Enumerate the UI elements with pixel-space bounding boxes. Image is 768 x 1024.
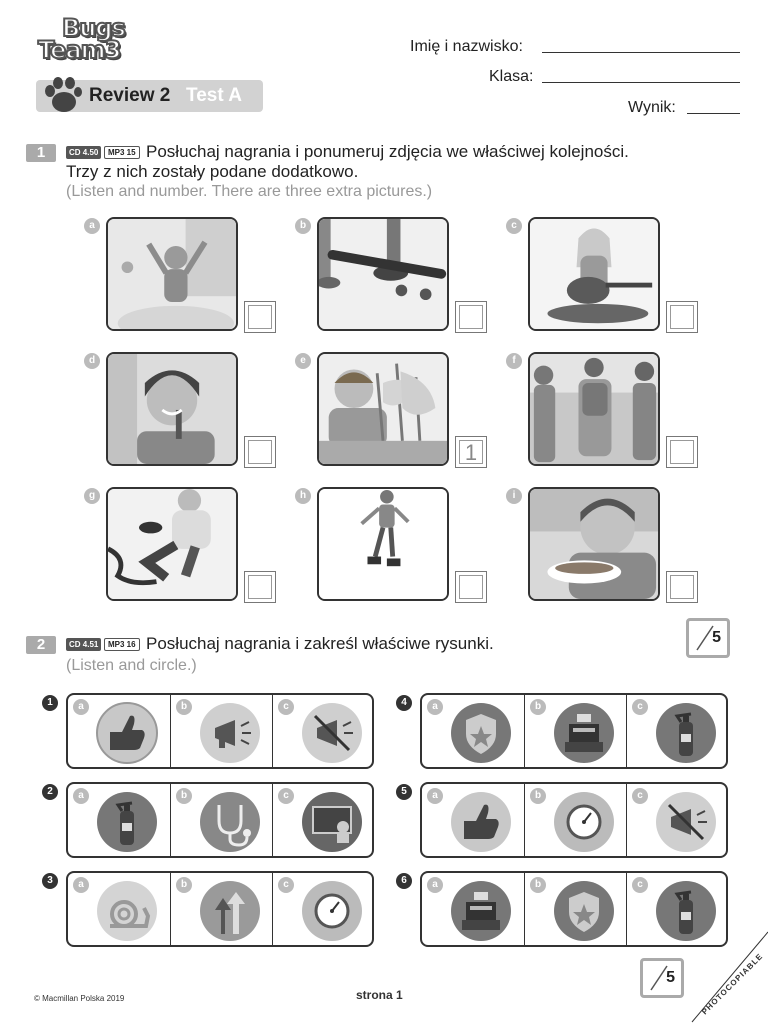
photo-girl-guitar: [528, 217, 660, 331]
circle-row: [420, 782, 728, 858]
teacher-board-icon: [301, 791, 363, 853]
option-letter: c: [632, 788, 648, 804]
answer-box[interactable]: [666, 301, 698, 333]
exercise-2-score-box: [640, 958, 684, 998]
option-fire-extinguisher[interactable]: [626, 695, 729, 767]
thumbs-up-icon: [96, 702, 158, 764]
photo-girl-waking-up: [106, 217, 238, 331]
speedometer-icon: [553, 791, 615, 853]
speedometer-icon: [301, 880, 363, 942]
stethoscope-icon: [199, 791, 261, 853]
answer-box[interactable]: [666, 571, 698, 603]
answer-value: 1: [459, 440, 483, 464]
photo-boy-eating-image: [530, 489, 658, 599]
megaphone-icon: [199, 702, 261, 764]
photo-boy-model-ship-image: [319, 354, 447, 464]
exercise-1-score-max: 5: [712, 629, 721, 646]
answer-value: [248, 440, 272, 464]
answer-value: [459, 575, 483, 599]
option-megaphone[interactable]: [170, 695, 273, 767]
answer-value: [670, 575, 694, 599]
exercise-2-number: 2: [26, 636, 56, 654]
photo-boy-model-ship: [317, 352, 449, 466]
row-number: 5: [396, 784, 412, 800]
option-teacher-board[interactable]: [272, 784, 375, 856]
exercise-2-score-max: 5: [666, 969, 675, 986]
fire-extinguisher-icon: [655, 702, 717, 764]
option-letter: c: [278, 788, 294, 804]
photo-children-school-image: [530, 354, 658, 464]
photo-boy-eating: [528, 487, 660, 601]
answer-box[interactable]: [244, 571, 276, 603]
answer-box[interactable]: [455, 301, 487, 333]
option-letter: a: [73, 699, 89, 715]
option-letter: b: [176, 788, 192, 804]
answer-value: [670, 305, 694, 329]
name-label: Imię i nazwisko:: [410, 38, 523, 55]
row-number: 4: [396, 695, 412, 711]
row-number: 3: [42, 873, 58, 889]
picture-letter: a: [84, 218, 100, 234]
police-badge-icon: [450, 702, 512, 764]
answer-value: [248, 575, 272, 599]
photo-boy-rollerskates: [317, 487, 449, 601]
copyright: © Macmillan Polska 2019: [34, 994, 125, 1003]
no-megaphone-icon: [655, 791, 717, 853]
option-letter: b: [530, 877, 546, 893]
circle-row: [66, 693, 374, 769]
exercise-1-instruction-pl-1: Posłuchaj nagrania i ponumeruj zdjęcia we właściwej kolejności.: [146, 142, 629, 161]
answer-value: [248, 305, 272, 329]
exercise-2-instruction-en: (Listen and circle.): [66, 657, 197, 674]
cash-register-icon: [553, 702, 615, 764]
answer-box[interactable]: [455, 436, 487, 468]
review-title: Review 2: [89, 85, 171, 106]
circle-row: [420, 871, 728, 947]
score-line[interactable]: [687, 113, 740, 114]
option-letter: a: [427, 788, 443, 804]
photo-girl-guitar-image: [530, 219, 658, 329]
picture-letter: d: [84, 353, 100, 369]
thumbs-up-icon: [450, 791, 512, 853]
option-snail[interactable]: [68, 873, 170, 945]
exercise-1-instruction-pl-2: Trzy z nich zostały podane dodatkowo.: [66, 162, 359, 181]
photo-girl-waking-up-image: [108, 219, 236, 329]
exercise-1-score-box: [686, 618, 730, 658]
option-speedometer[interactable]: [524, 784, 627, 856]
picture-letter: b: [295, 218, 311, 234]
answer-box[interactable]: [666, 436, 698, 468]
mp3-badge-2: MP3 16: [104, 638, 140, 651]
option-letter: b: [176, 699, 192, 715]
option-fire-extinguisher[interactable]: [68, 784, 170, 856]
option-no-megaphone[interactable]: [626, 784, 729, 856]
answer-value: [459, 305, 483, 329]
answer-box[interactable]: [455, 571, 487, 603]
option-letter: b: [530, 788, 546, 804]
option-letter: b: [176, 877, 192, 893]
option-letter: a: [427, 699, 443, 715]
option-letter: b: [530, 699, 546, 715]
photocopiable-label: PHOTOCOPIABLE: [700, 951, 765, 1017]
photo-girl-brushing-teeth-image: [108, 354, 236, 464]
option-letter: c: [278, 877, 294, 893]
option-stethoscope[interactable]: [170, 784, 273, 856]
exercise-1-number: 1: [26, 144, 56, 162]
class-line[interactable]: [542, 82, 740, 83]
arrows-up-icon: [199, 880, 261, 942]
picture-letter: f: [506, 353, 522, 369]
photo-children-school: [528, 352, 660, 466]
circle-row: [420, 693, 728, 769]
bugs-team-logo: [38, 14, 148, 68]
exercise-1-instruction-en: (Listen and number. There are three extra pictures.): [66, 183, 433, 200]
circle-row: [66, 871, 374, 947]
exercise-2-instruction-pl: Posłuchaj nagrania i zakreśl właściwe rysunki.: [146, 634, 494, 653]
name-line[interactable]: [542, 52, 740, 53]
photo-boy-shoes-image: [108, 489, 236, 599]
logo-line2: Team3: [38, 36, 121, 64]
circle-row: [66, 782, 374, 858]
option-letter: c: [632, 877, 648, 893]
answer-box[interactable]: [244, 436, 276, 468]
option-letter: c: [278, 699, 294, 715]
paw-icon: [40, 76, 84, 114]
photo-girl-brushing-teeth: [106, 352, 238, 466]
option-cash-register[interactable]: [422, 873, 524, 945]
option-letter: a: [427, 877, 443, 893]
option-cash-register[interactable]: [524, 695, 627, 767]
answer-value: [670, 440, 694, 464]
picture-letter: c: [506, 218, 522, 234]
option-thumbs-up[interactable]: [422, 784, 524, 856]
row-number: 1: [42, 695, 58, 711]
picture-letter: h: [295, 488, 311, 504]
no-megaphone-icon: [301, 702, 363, 764]
row-number: 2: [42, 784, 58, 800]
option-letter: c: [632, 699, 648, 715]
option-arrows-up[interactable]: [170, 873, 273, 945]
picture-letter: g: [84, 488, 100, 504]
photo-skateboard-image: [319, 219, 447, 329]
option-letter: a: [73, 877, 89, 893]
option-police-badge[interactable]: [524, 873, 627, 945]
option-no-megaphone[interactable]: [272, 695, 375, 767]
page-number: strona 1: [356, 988, 403, 1002]
snail-icon: [96, 880, 158, 942]
mp3-badge: MP3 15: [104, 146, 140, 159]
row-number: 6: [396, 873, 412, 889]
picture-letter: i: [506, 488, 522, 504]
option-letter: a: [73, 788, 89, 804]
option-speedometer[interactable]: [272, 873, 375, 945]
option-police-badge[interactable]: [422, 695, 524, 767]
option-thumbs-up[interactable]: [68, 695, 170, 767]
review-banner: [36, 80, 263, 112]
photo-boy-shoes: [106, 487, 238, 601]
logo-line1: Bugs: [62, 14, 125, 42]
answer-box[interactable]: [244, 301, 276, 333]
test-title: Test A: [186, 85, 242, 106]
cd-badge: CD 4.50: [66, 146, 101, 159]
cash-register-icon: [450, 880, 512, 942]
class-label: Klasa:: [489, 68, 534, 85]
fire-extinguisher-icon: [96, 791, 158, 853]
photo-skateboard: [317, 217, 449, 331]
photo-boy-rollerskates-image: [319, 489, 447, 599]
score-label: Wynik:: [628, 99, 676, 116]
cd-badge-2: CD 4.51: [66, 638, 101, 651]
picture-letter: e: [295, 353, 311, 369]
police-badge-icon: [553, 880, 615, 942]
